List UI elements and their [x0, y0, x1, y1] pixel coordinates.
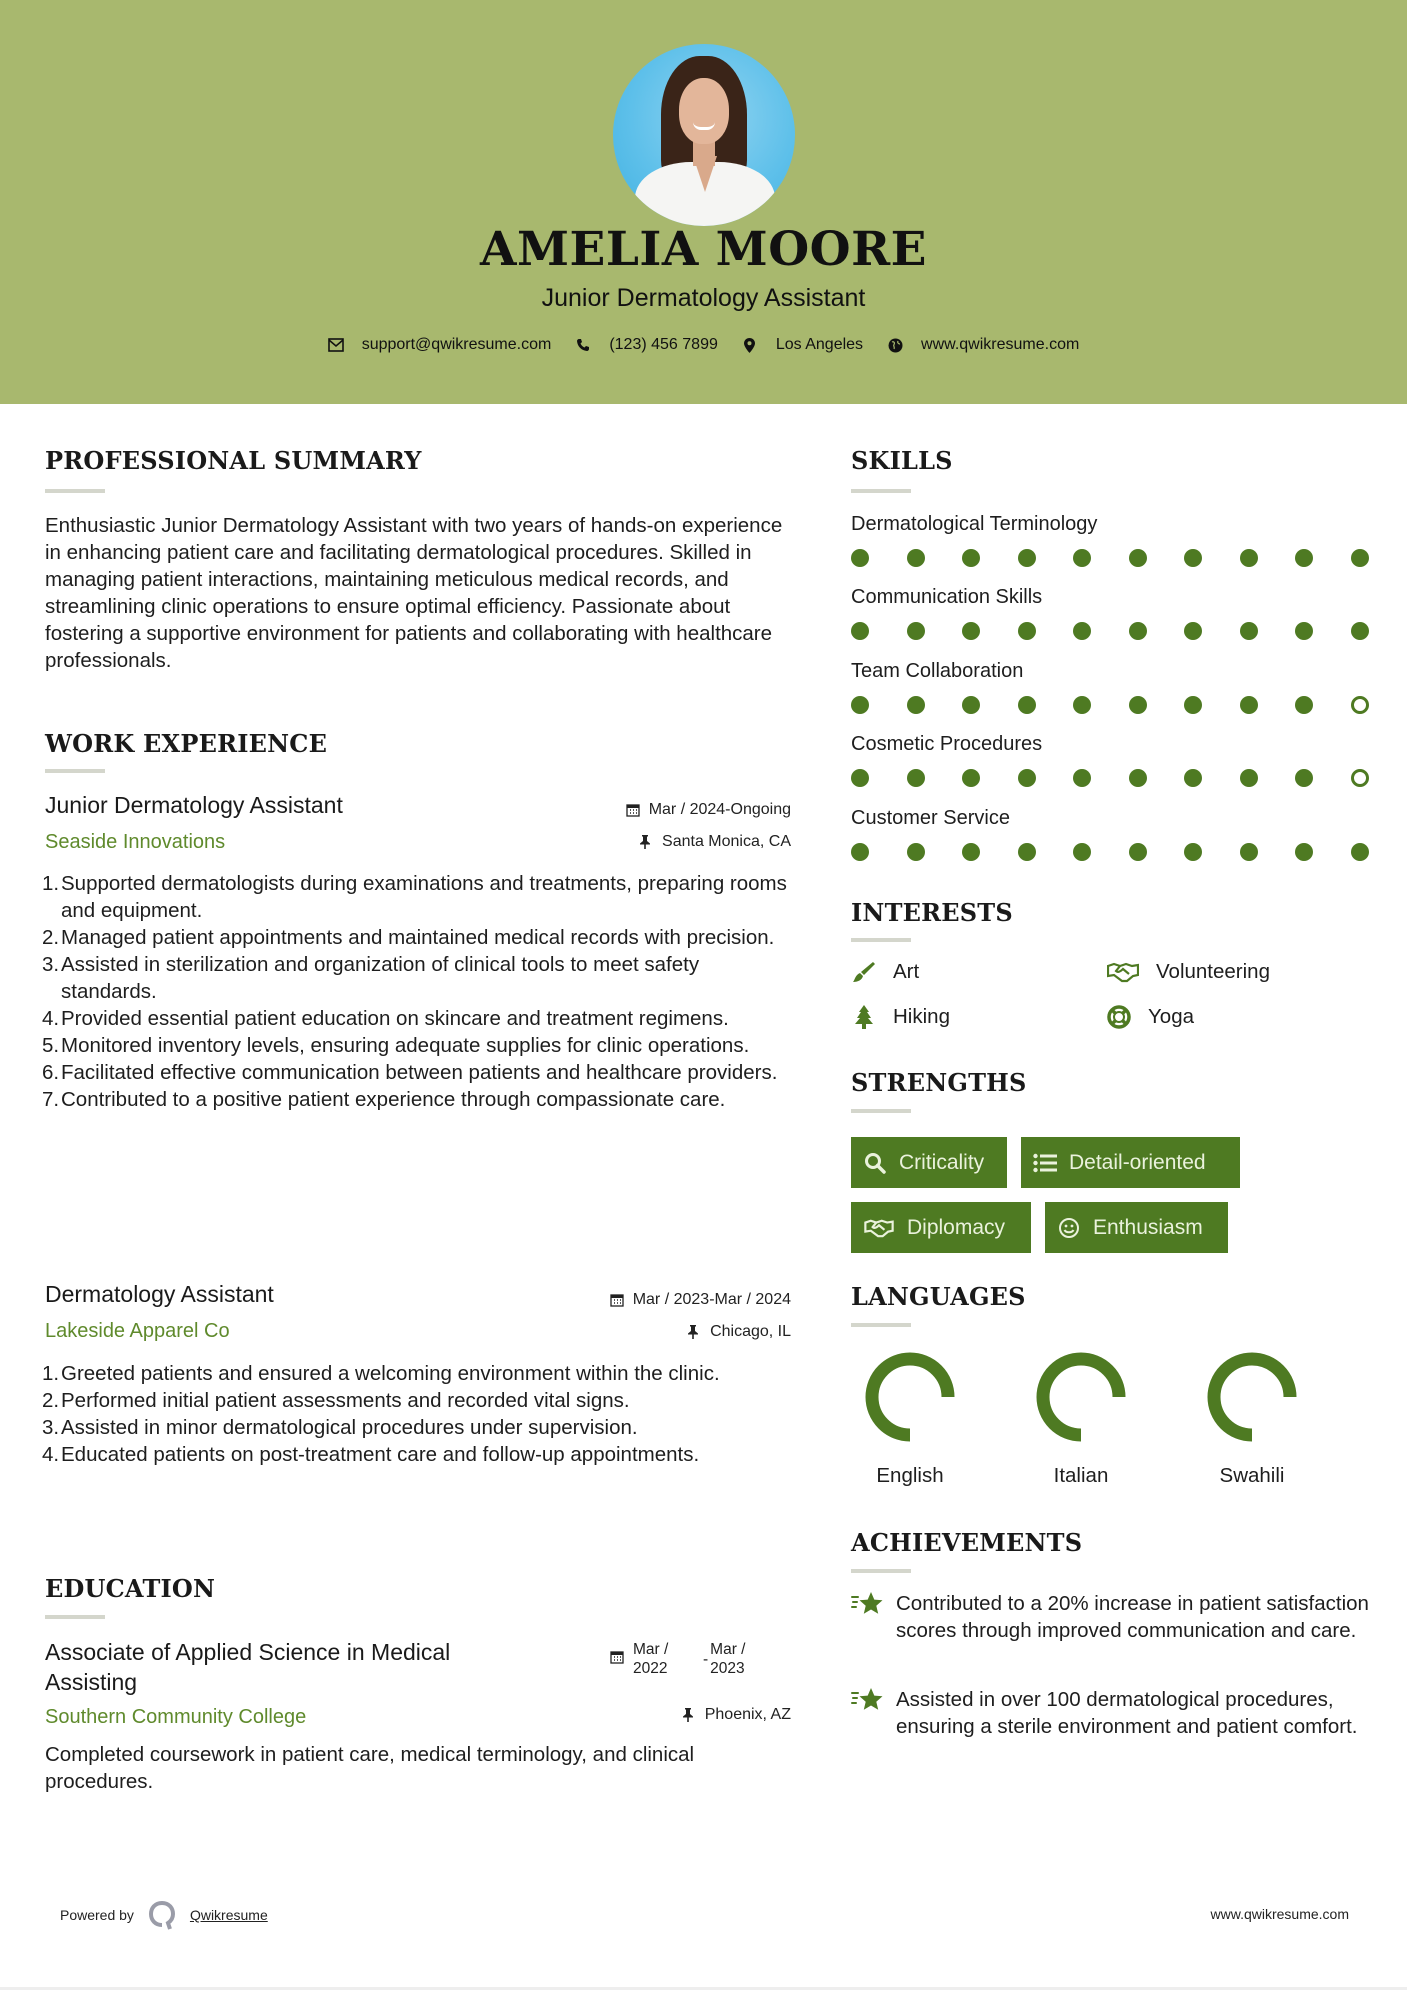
section-divider: [45, 489, 105, 493]
interest-yoga: Yoga: [1106, 1005, 1194, 1029]
section-divider: [851, 1109, 911, 1113]
language-progress-ring: [865, 1352, 955, 1442]
list-item: 4. Educated patients on post-treatment care and follow-up appointments.: [42, 1443, 700, 1466]
skill-label: Team Collaboration: [851, 660, 1024, 682]
skill-rating: [851, 843, 1406, 861]
list-item: 7. Contributed to a positive patient experience through compassionate care.: [42, 1088, 726, 1111]
list-icon: [1033, 1152, 1057, 1174]
strength-chip: Enthusiasm: [1045, 1202, 1228, 1253]
list-item: 2. Managed patient appointments and maintained medical records with precision.: [42, 926, 775, 949]
list-item: 1. Supported dermatologists during examinations and treatments, preparing rooms and equipment.: [42, 872, 787, 922]
section-divider: [851, 938, 911, 942]
job-location: Chicago, IL: [520, 1323, 791, 1341]
pushpin-icon: [682, 1708, 696, 1722]
company-name: Lakeside Apparel Co: [45, 1320, 230, 1342]
contact-phone[interactable]: (123) 456 7899: [575, 336, 718, 354]
education-dates: Mar / 2022 - Mar / 2023: [610, 1640, 800, 1678]
list-item: 3. Assisted in minor dermatological procedures under supervision.: [42, 1416, 638, 1439]
job-title: Junior Dermatology Assistant: [45, 792, 343, 818]
calendar-icon: [626, 803, 640, 817]
smile-icon: [1057, 1217, 1081, 1239]
skill-label: Communication Skills: [851, 586, 1043, 608]
achievement-item: Contributed to a 20% increase in patient satisfaction scores through improved communication and care.: [851, 1590, 1371, 1644]
skill-label: Dermatological Terminology: [851, 513, 1098, 535]
language-progress-ring: [1036, 1352, 1126, 1442]
list-item: 4. Provided essential patient education on skincare and treatment regimens.: [42, 1007, 729, 1030]
candidate-title: Junior Dermatology Assistant: [541, 284, 866, 312]
skills-heading: SKILLS: [851, 446, 953, 475]
interest-art: Art: [851, 960, 919, 984]
strength-chip: Diplomacy: [851, 1202, 1031, 1253]
job-title: Dermatology Assistant: [45, 1281, 274, 1307]
job-location: Santa Monica, CA: [520, 833, 791, 851]
footer-powered-by: Powered by Qwikresume: [60, 1900, 268, 1930]
contact-row: [0, 336, 1407, 354]
company-name: Seaside Innovations: [45, 831, 226, 853]
avatar: [613, 44, 795, 226]
strengths-heading: STRENGTHS: [851, 1068, 1027, 1097]
section-divider: [45, 769, 105, 773]
qwikresume-logo-icon: [148, 1900, 176, 1930]
language-english: English: [860, 1352, 960, 1488]
job-responsibilities: [42, 1360, 798, 1468]
list-item: 1. Greeted patients and ensured a welcoming environment within the clinic.: [42, 1362, 720, 1385]
job-dates: Mar / 2023-Mar / 2024: [520, 1291, 791, 1309]
list-item: 2. Performed initial patient assessments and recorded vital signs.: [42, 1389, 630, 1412]
skill-rating: [851, 622, 1406, 640]
skill-rating: [851, 549, 1406, 567]
contact-location: Los Angeles: [742, 336, 863, 354]
achievement-item: Assisted in over 100 dermatological procedures, ensuring a sterile environment and patient comfort.: [851, 1686, 1371, 1740]
skill-rating: [851, 769, 1406, 787]
interests-heading: INTERESTS: [851, 898, 1013, 927]
footer-website[interactable]: www.qwikresume.com: [1210, 1906, 1349, 1922]
phone-icon: [575, 337, 591, 353]
resume-header: [0, 0, 1407, 404]
skill-label: Customer Service: [851, 807, 1010, 829]
list-item: 3. Assisted in sterilization and organization of clinical tools to meet safety standards.: [42, 953, 700, 1003]
paintbrush-icon: [851, 960, 877, 984]
star-icon: [851, 1686, 885, 1714]
education-heading: EDUCATION: [45, 1574, 216, 1603]
job-responsibilities: [42, 870, 798, 1113]
summary-heading: PROFESSIONAL SUMMARY: [45, 446, 422, 475]
contact-website[interactable]: www.qwikresume.com: [887, 336, 1079, 354]
education-description: Completed coursework in patient care, medical terminology, and clinical procedures.: [45, 1743, 695, 1793]
life-ring-icon: [1106, 1005, 1132, 1029]
achievements-heading: ACHIEVEMENTS: [851, 1528, 1083, 1557]
candidate-name: AMELIA MOORE: [480, 222, 927, 277]
skill-rating: [851, 696, 1406, 714]
summary-text: Enthusiastic Junior Dermatology Assistant with two years of hands-on experience in enhancing patient care and facilitating dermatological procedures. Skilled in managing patient interactions, maintaining meticulous medical records, and streamlining clinic operations to ensure optimal efficiency. Passionate about fostering a supportive environment for patients and collaborating with healthcare professionals.: [45, 514, 783, 672]
globe-icon: [887, 337, 903, 353]
calendar-icon: [610, 1650, 624, 1664]
envelope-icon: [328, 337, 344, 353]
star-icon: [851, 1590, 885, 1618]
qwikresume-link[interactable]: Qwikresume: [189, 1907, 268, 1923]
skill-label: Cosmetic Procedures: [851, 733, 1043, 755]
education-location: Phoenix, AZ: [520, 1706, 791, 1724]
handshake-icon: [863, 1217, 895, 1239]
tree-icon: [851, 1005, 877, 1029]
section-divider: [851, 489, 911, 493]
strength-chip: Criticality: [851, 1137, 1007, 1188]
interest-volunteering: Volunteering: [1106, 960, 1270, 984]
list-item: 6. Facilitated effective communication between patients and healthcare providers.: [42, 1061, 778, 1084]
school-name: Southern Community College: [45, 1706, 307, 1728]
contact-email[interactable]: support@qwikresume.com: [328, 336, 552, 354]
section-divider: [45, 1615, 105, 1619]
interest-hiking: Hiking: [851, 1005, 950, 1029]
pushpin-icon: [639, 835, 653, 849]
experience-heading: WORK EXPERIENCE: [45, 729, 328, 758]
section-divider: [851, 1323, 911, 1327]
map-marker-icon: [742, 337, 758, 353]
section-divider: [851, 1569, 911, 1573]
list-item: 5. Monitored inventory levels, ensuring adequate supplies for clinic operations.: [42, 1034, 750, 1057]
language-swahili: Swahili: [1202, 1352, 1302, 1488]
search-icon: [863, 1152, 887, 1174]
handshake-icon: [1106, 960, 1140, 984]
language-progress-ring: [1207, 1352, 1297, 1442]
job-dates: Mar / 2024-Ongoing: [520, 801, 791, 819]
degree-title: Associate of Applied Science in Medical Assisting: [45, 1639, 451, 1695]
pushpin-icon: [687, 1325, 701, 1339]
language-italian: Italian: [1031, 1352, 1131, 1488]
languages-heading: LANGUAGES: [851, 1282, 1026, 1311]
calendar-icon: [610, 1293, 624, 1307]
strength-chip: Detail-oriented: [1021, 1137, 1240, 1188]
